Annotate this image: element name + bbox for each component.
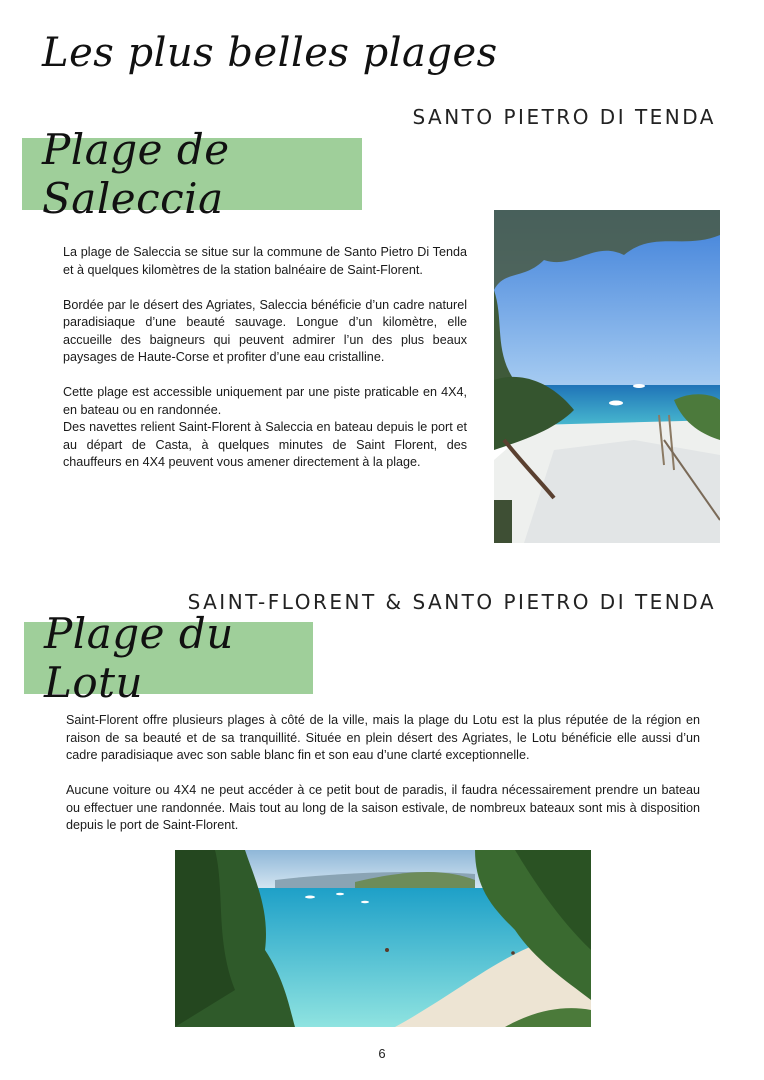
- section-title-lotu: Plage du Lotu: [44, 609, 234, 707]
- title-box-lotu: [24, 609, 313, 707]
- lotu-paragraph-1: Saint-Florent offre plusieurs plages à côté de la ville, mais la plage du Lotu est la plus réputée de la région en raison de sa beauté et de sa tranquillité. Située en plein désert des Agriates, le Lotu bénéficie elle aussi d’un cadre paradisiaque avec son sable blanc fin et son eau d’une clarté exceptionnelle.: [66, 713, 700, 762]
- saleccia-paragraph-2: Bordée par le désert des Agriates, Saleccia bénéficie d’un cadre naturel paradisiaque d’une beauté sauvage. Longue d’un kilomètre, elle accueille des baigneurs qui peuvent admirer l’un des plus beaux paysages de Haute-Corse et profiter d’une eau cristalline.: [63, 297, 467, 364]
- section-title-saleccia: Plage de Saleccia: [42, 125, 230, 223]
- location-label-saleccia: SANTO PIETRO DI TENDA: [412, 105, 716, 129]
- lotu-description: [66, 712, 700, 835]
- saleccia-beach-photo: [494, 210, 720, 543]
- lotu-paragraph-2: Aucune voiture ou 4X4 ne peut accéder à ce petit bout de paradis, il faudra nécessairement prendre un bateau ou effectuer une randonnée. Mais tout au long de la saison estivale, de nombreux bateaux sont mis à disposition depuis le port de Saint-Florent.: [66, 783, 700, 832]
- lotu-beach-photo: [175, 850, 591, 1027]
- saleccia-paragraph-1: La plage de Saleccia se situe sur la commune de Santo Pietro Di Tenda et à quelques kilomètres de la station balnéaire de Saint-Florent.: [63, 245, 467, 277]
- saleccia-paragraph-3: Cette plage est accessible uniquement par une piste praticable en 4X4, en bateau ou en randonnée.: [63, 385, 467, 417]
- page-heading: Les plus belles plages: [42, 30, 498, 76]
- saleccia-description: [63, 244, 467, 472]
- page-number: 6: [378, 1046, 386, 1061]
- location-label-lotu: SAINT-FLORENT & SANTO PIETRO DI TENDA: [187, 590, 716, 614]
- title-box-saleccia: [22, 125, 362, 223]
- saleccia-paragraph-4: Des navettes relient Saint-Florent à Saleccia en bateau depuis le port et au départ de Casta, à quelques minutes de Saint Florent, des chauffeurs en 4X4 peuvent vous amener directement à la plage.: [63, 420, 467, 469]
